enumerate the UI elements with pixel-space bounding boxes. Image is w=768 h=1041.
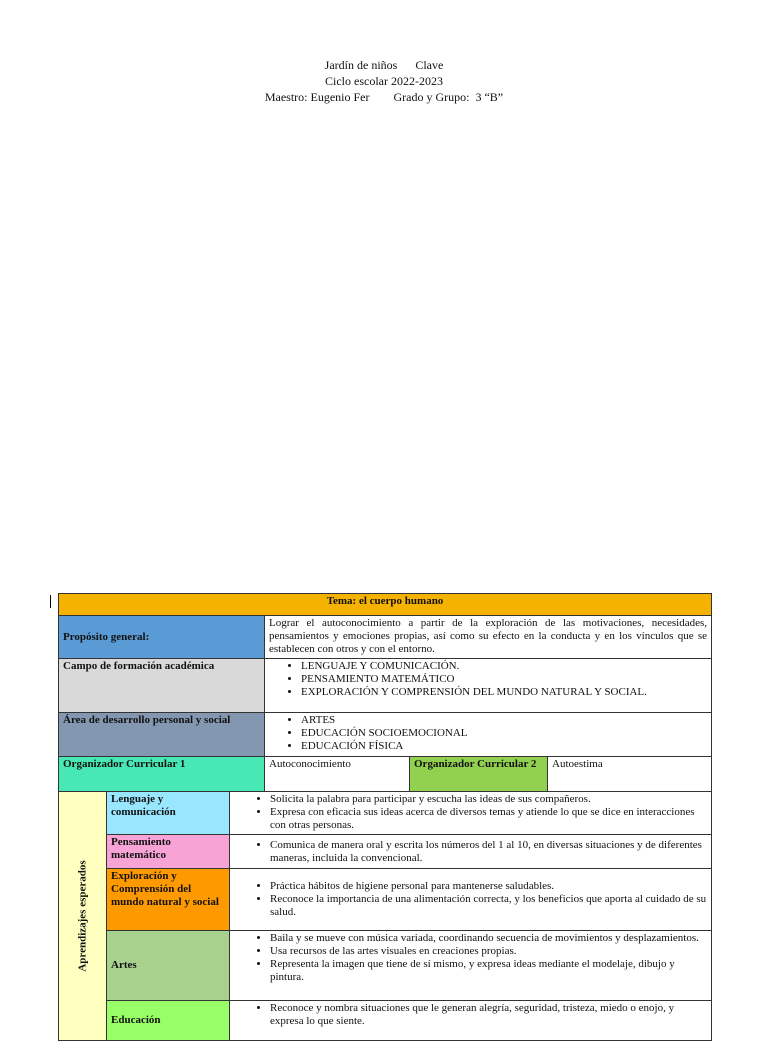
list-item: • PENSAMIENTO MATEMÁTICO xyxy=(301,673,707,686)
subject-items xyxy=(234,793,707,832)
subject-label: Pensamiento matemático xyxy=(107,835,230,869)
list-item: • ARTES xyxy=(301,714,707,727)
text-cursor xyxy=(50,595,51,608)
academic-field-list xyxy=(269,660,707,699)
header-teacher-line: Maestro: Eugenio Fer Grado y Grupo: 3 “B” xyxy=(264,90,504,104)
list-item: • Representa la imagen que tiene de sí mismo, y expresa ideas mediante el modelaje, dibujo y pintura. xyxy=(270,958,707,984)
list-item: • Reconoce la importancia de una alimentación correcta, y los beneficios que aporta al cuidado de su salud. xyxy=(270,893,707,919)
list-item: • EXPLORACIÓN Y COMPRENSIÓN DEL MUNDO NATURAL Y SOCIAL. xyxy=(301,686,707,699)
topic-title: Tema: el cuerpo humano xyxy=(59,594,712,616)
subject-label: Lenguaje y comunicación xyxy=(107,792,230,835)
header-cycle-line: Ciclo escolar 2022-2023 xyxy=(325,74,443,88)
list-item: • Expresa con eficacia sus ideas acerca de diversos temas y atiende lo que se dice en interacciones con otras personas. xyxy=(270,806,707,832)
subject-items xyxy=(234,1002,707,1028)
list-item: • Usa recursos de las artes visuales en creaciones propias. xyxy=(270,945,707,958)
personal-area-list xyxy=(269,714,707,753)
subject-label: Exploración y Comprensión del mundo natural y social xyxy=(107,869,230,931)
header-school-line: Jardín de niños Clave xyxy=(324,58,444,72)
expected-learning-label: Aprendizajes esperados xyxy=(76,860,88,972)
list-item: • Solicita la palabra para participar y escucha las ideas de sus compañeros. xyxy=(270,793,707,806)
list-item: • Baila y se mueve con música variada, coordinando secuencia de movimientos y desplazamientos. xyxy=(270,932,707,945)
subject-items-cell xyxy=(230,835,712,869)
list-item: • EDUCACIÓN SOCIOEMOCIONAL xyxy=(301,727,707,740)
list-item: • EDUCACIÓN FÍSICA xyxy=(301,740,707,753)
subject-label: Artes xyxy=(107,931,230,1001)
list-item: • LENGUAJE Y COMUNICACIÓN. xyxy=(301,660,707,673)
document-header xyxy=(0,57,768,105)
subject-items xyxy=(234,880,707,919)
subject-label: Educación xyxy=(107,1001,230,1041)
curricular-organizer-2-value: Autoestima xyxy=(548,757,712,792)
subject-items-cell xyxy=(230,1001,712,1041)
expected-learning-label-cell xyxy=(59,792,107,1041)
list-item: • Reconoce y nombra situaciones que le generan alegría, seguridad, tristeza, miedo o enojo, y expresa lo que siente. xyxy=(270,1002,707,1028)
purpose-label: Propósito general: xyxy=(59,616,265,659)
list-item: • Comunica de manera oral y escrita los números del 1 al 10, en diversas situaciones y de diferentes maneras, incluida la convencional. xyxy=(270,839,707,865)
list-item: • Práctica hábitos de higiene personal para mantenerse saludables. xyxy=(270,880,707,893)
curricular-organizer-1-label: Organizador Curricular 1 xyxy=(59,757,265,792)
purpose-text: Lograr el autoconocimiento a partir de la exploración de las motivaciones, necesidades, pensamientos y emociones propias, así como su efecto en la conducta y en los vínculos que se establecen con otros y con el entorno. xyxy=(265,616,712,659)
subject-items-cell xyxy=(230,869,712,931)
academic-field-list-cell xyxy=(265,659,712,713)
subject-items xyxy=(234,932,707,984)
planning-table xyxy=(58,593,712,1041)
personal-area-list-cell xyxy=(265,713,712,757)
curricular-organizer-1-value: Autoconocimiento xyxy=(265,757,410,792)
subject-items xyxy=(234,839,707,865)
personal-area-label: Área de desarrollo personal y social xyxy=(59,713,265,757)
curricular-organizer-2-label: Organizador Curricular 2 xyxy=(410,757,548,792)
subject-items-cell xyxy=(230,931,712,1001)
academic-field-label: Campo de formación académica xyxy=(59,659,265,713)
subject-items-cell xyxy=(230,792,712,835)
